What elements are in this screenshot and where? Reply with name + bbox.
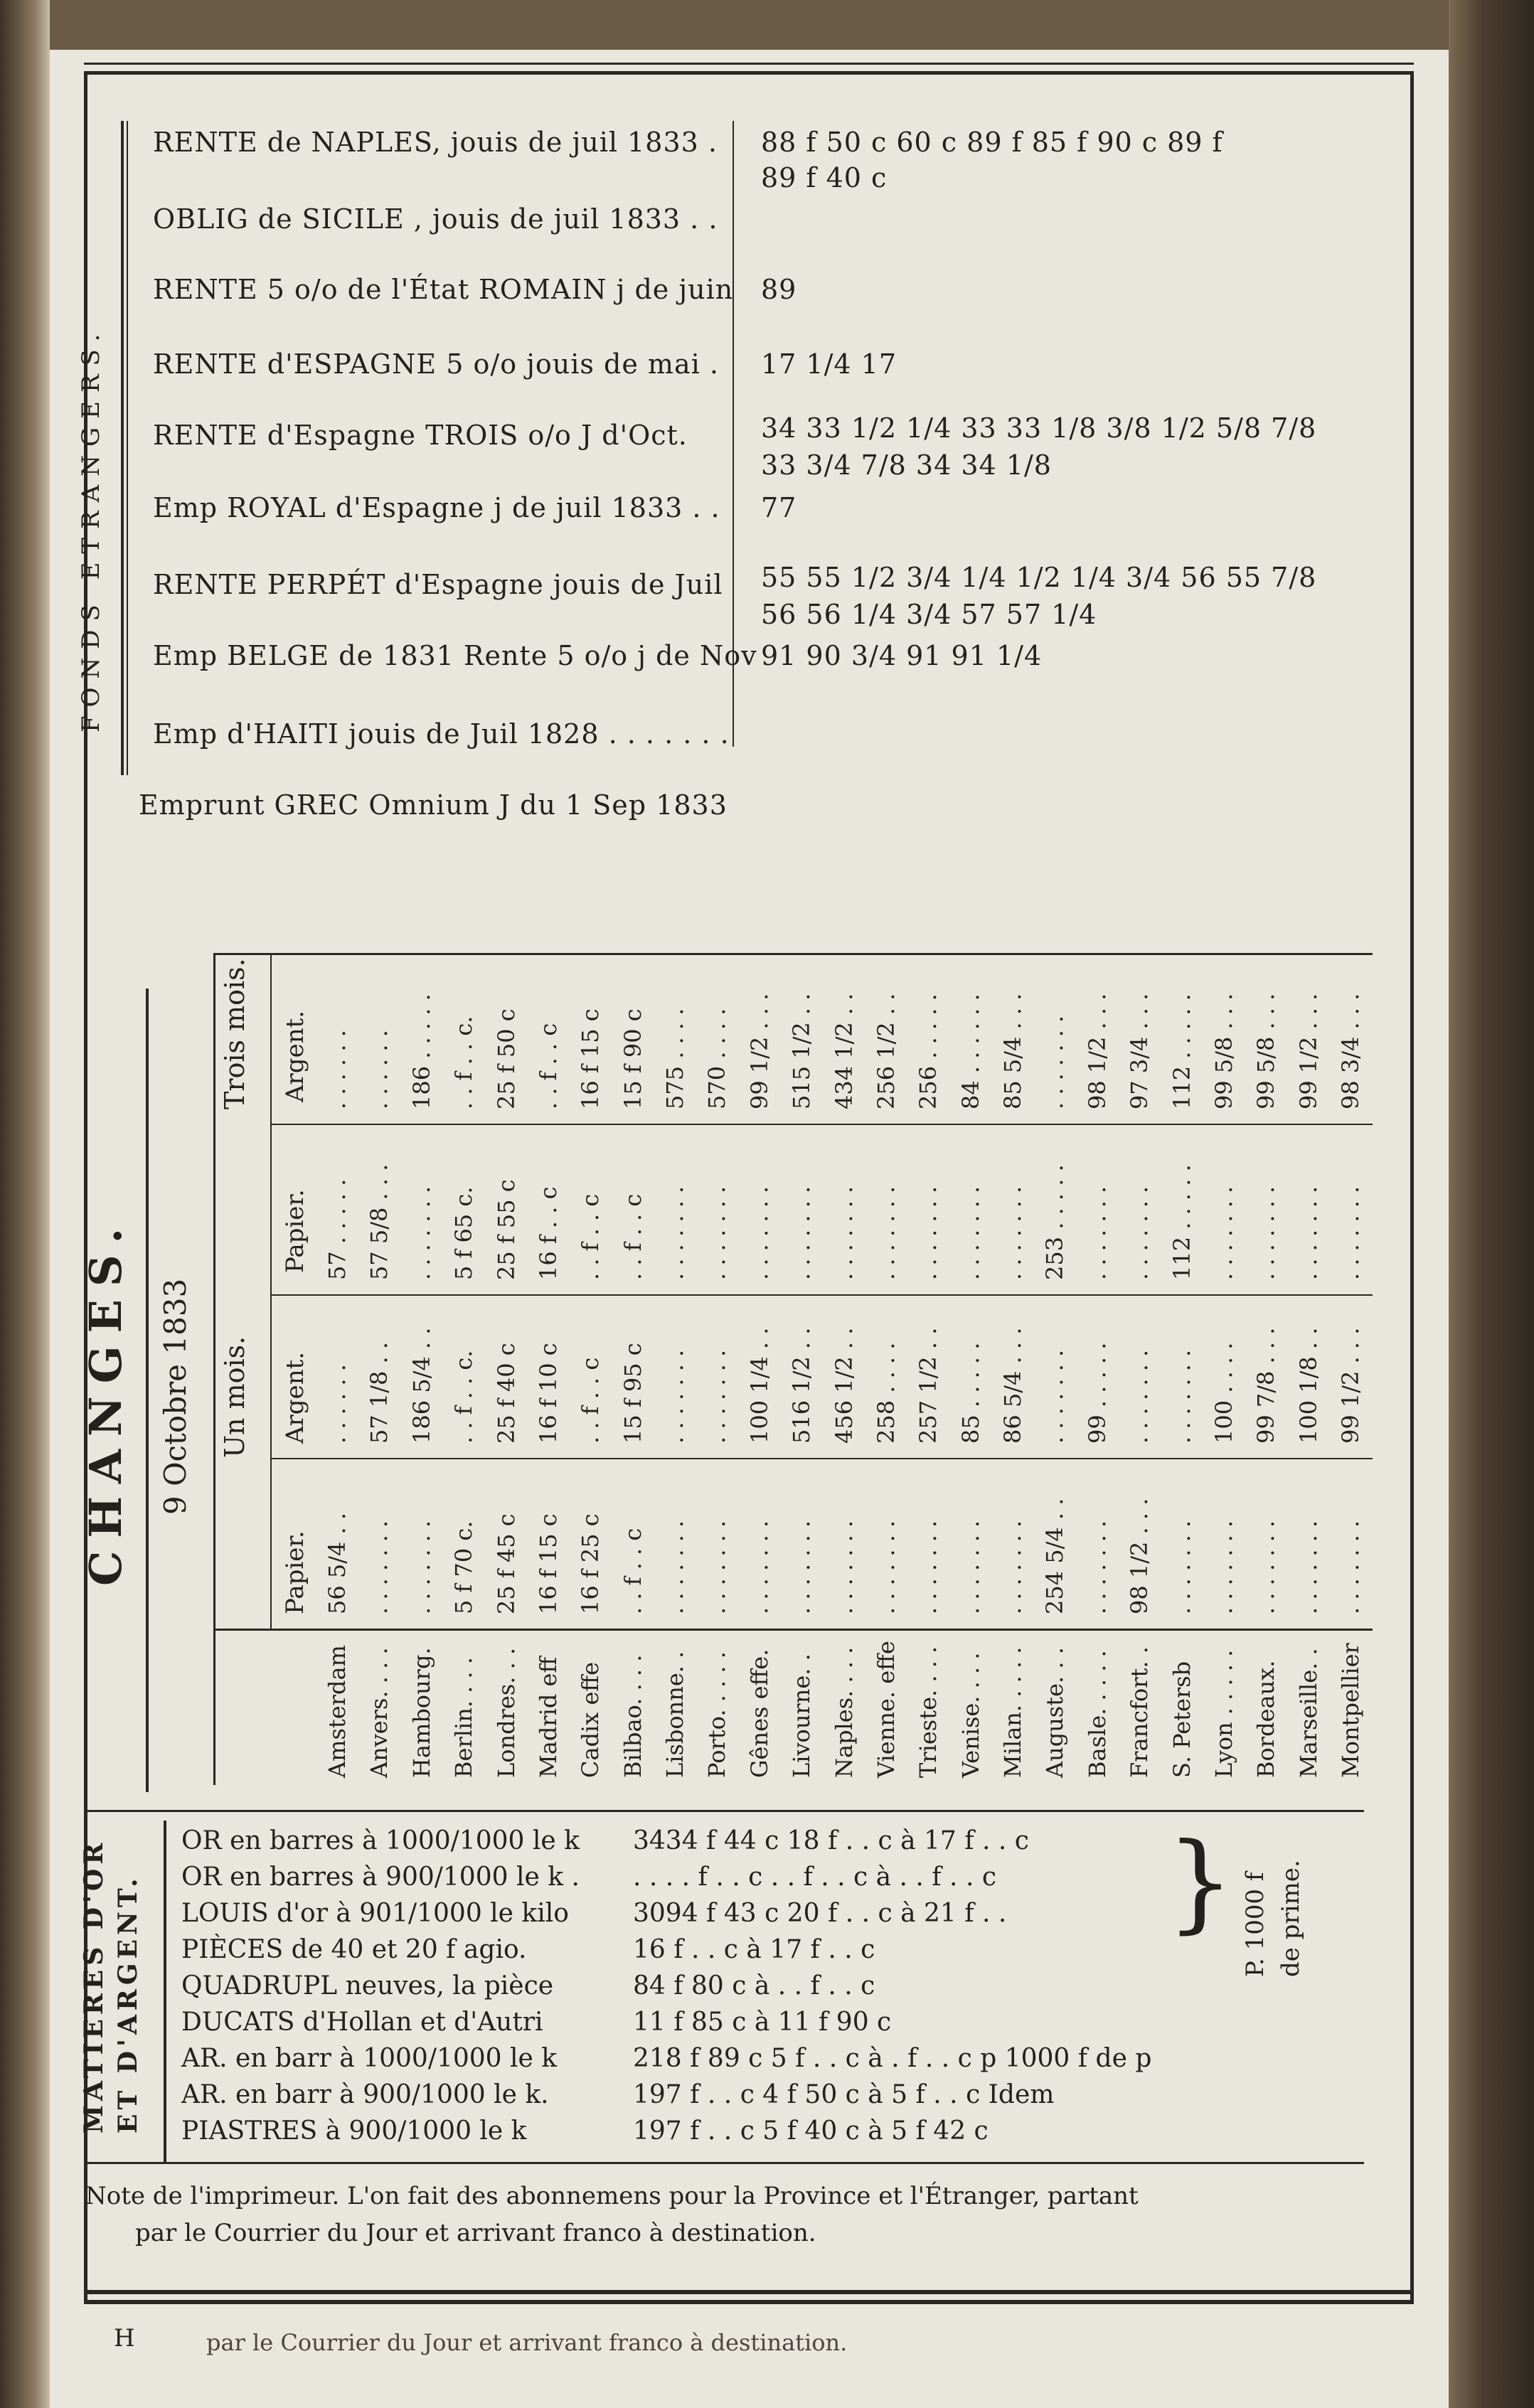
trois-argent-cell: . . . . . . . [1041,1015,1068,1109]
un-papier-cell: 16 f 15 c [535,1513,562,1614]
un-argent-cell: 456 1/2 . . [831,1327,858,1444]
city-name: Trieste. . . . [915,1646,942,1778]
fonds-row-values-cont: 33 3/4 7/8 34 34 1/8 [761,449,1052,481]
city-name: Lisbonne. . [661,1651,688,1778]
un-argent-cell: . . f . . c. [450,1350,477,1444]
un-papier-cell: . . . . . . . [408,1520,435,1614]
un-argent-cell: 16 f 10 c [535,1343,562,1444]
metaux-row-label: OR en barres à 900/1000 le k . [181,1863,580,1892]
city-name: Milan. . . . . [999,1646,1026,1778]
metaux-row-values: 3434 f 44 c 18 f . . c à 17 f . . c [633,1826,1029,1855]
un-papier-cell: 98 1/2 . . . [1126,1498,1153,1614]
trois-papier-cell: . . . . . . . [661,1186,688,1280]
fonds-row-values: 34 33 1/2 1/4 33 33 1/8 3/8 1/2 5/8 7/8 [761,412,1317,444]
un-papier-cell: . . . . . . . [661,1520,688,1614]
fonds-row-label: RENTE de NAPLES, jouis de juil 1833 . [153,127,718,158]
un-papier-cell: . . . . . . . [788,1520,815,1614]
un-argent-cell: 516 1/2 . . [788,1327,815,1444]
un-papier-cell: . . . . . . . [873,1520,900,1614]
un-argent-cell: 100 . . . . [1210,1342,1237,1444]
metaux-row-label: QUADRUPL neuves, la pièce [181,1971,554,2001]
metaux-row-values: 84 f 80 c à . . f . . c [633,1971,875,2001]
trois-argent-cell: 15 f 90 c [619,1008,646,1109]
metaux-row-label: PIÈCES de 40 et 20 f agio. [181,1935,527,1964]
un-papier-cell: . . . . . . . [915,1520,942,1614]
metaux-row-values: 218 f 89 c 5 f . . c à . f . . c p 1000 f de p [633,2044,1152,2073]
trois-argent-cell: 16 f 15 c [577,1008,604,1109]
bleed-through-text: par le Courrier du Jour et arrivant franco à destination. [206,2329,848,2356]
fonds-vertical-rule [121,121,124,775]
city-name: Gênes effe. [746,1648,773,1778]
bottom-thin-rule [84,2300,1414,2301]
trois-argent-cell: . . f . . c. [450,1016,477,1109]
fonds-row-label: Emprunt GREC Omnium J du 1 Sep 1833 [139,789,728,821]
fonds-row-values: 17 1/4 17 [761,348,898,380]
city-name: Londres. . . [493,1647,520,1778]
trois-argent-cell: 256 . . . . . [915,993,942,1109]
un-papier-cell: . . . . . . . [831,1520,858,1614]
trois-argent-cell: 186 . . . . . [408,993,435,1109]
trois-argent-cell: 98 3/4 . . . [1337,993,1364,1109]
metaux-row-label: OR en barres à 1000/1000 le k [181,1826,580,1855]
city-name: Madrid eff [535,1656,562,1778]
note-line-2: par le Courrier du Jour et arrivant franco à destination. [135,2219,816,2247]
metaux-row-label: PIASTRES à 900/1000 le k [181,2116,527,2146]
trois-argent-cell: 515 1/2 . . [788,993,815,1109]
un-argent-cell: . . . . . . . [1168,1349,1195,1444]
fonds-row-values: 91 90 3/4 91 91 1/4 [761,640,1043,671]
fonds-row-label: Emp ROYAL d'Espagne j de juil 1833 . . [153,492,720,523]
un-argent-cell: 258 . . . . [873,1342,900,1444]
trois-argent-cell: 256 1/2 . . [873,993,900,1109]
changes-inner-rule [270,953,272,1629]
changes-trois-sep [270,1124,1373,1125]
city-name: Montpellier [1337,1643,1364,1778]
trois-papier-cell: . . . . . . . [1337,1186,1364,1280]
trois-argent-cell: 112 . . . . . [1168,993,1195,1109]
group-trois-label: Trois mois. [219,958,250,1109]
book-edge [1449,0,1534,2408]
city-name: Cadix effe [577,1661,604,1778]
trois-papier-cell: . . . . . . . [408,1186,435,1280]
un-papier-cell: . . f . . c [619,1528,646,1614]
trois-argent-cell: . . . . . . [366,1030,393,1109]
un-papier-header: Papier. [281,1530,309,1614]
metaux-label-line-2: ET D'ARGENT. [113,1874,143,2133]
metaux-row-label: DUCATS d'Hollan et d'Autri [181,2008,543,2037]
metaux-vertical-rule [164,1821,166,2162]
metaux-section-label [77,1839,145,2133]
metaux-brace-note: P. 1000 f de prime. [1241,1860,1305,1977]
un-argent-cell: 257 1/2 . . [915,1327,942,1444]
fonds-row-label: RENTE PERPÉT d'Espagne jouis de Juil [153,569,723,600]
city-name: Marseille. . [1295,1648,1322,1778]
city-name: Porto. . . . . [703,1651,730,1778]
top-thin-rule [84,63,1414,65]
un-argent-cell: . . f . . c [577,1357,604,1444]
city-name: Anvers. . . . [366,1647,393,1778]
metaux-row-label: AR. en barr à 900/1000 le k. [181,2080,549,2109]
city-name: Hambourg. [408,1647,435,1778]
city-name: Naples. . . . [831,1646,858,1778]
trois-argent-cell: 98 1/2 . . . [1084,993,1111,1109]
trois-papier-cell: 16 f . . c [535,1186,562,1280]
un-papier-cell: . . . . . . . [1210,1520,1237,1614]
changes-section-label: CHANGES. [80,1215,132,1586]
fonds-row-values: 55 55 1/2 3/4 1/4 1/2 1/4 3/4 56 55 7/8 [761,562,1317,593]
un-papier-cell: 254 5/4 . . [1041,1498,1068,1614]
un-papier-cell: . . . . . . . [1084,1520,1111,1614]
trois-papier-cell: 5 f 65 c. [450,1186,477,1280]
fonds-row-label: RENTE 5 o/o de l'État ROMAIN j de juin [153,274,734,305]
trois-argent-cell: 570 . . . . [703,1008,730,1109]
trois-argent-cell: . . . . . . [324,1030,351,1109]
city-name: Basle. . . . . [1084,1650,1111,1778]
trois-papier-cell: . . . . . . . [957,1186,984,1280]
metaux-row-label: LOUIS d'or à 901/1000 le kilo [181,1899,569,1928]
metaux-row-values: 16 f . . c à 17 f . . c [633,1935,875,1964]
trois-argent-cell: 25 f 50 c [493,1008,520,1109]
un-argent-cell: 99 7/8 . . . [1252,1327,1279,1444]
trois-papier-cell: . . . . . . . [1210,1186,1237,1280]
changes-date-rule [146,989,149,1792]
trois-argent-cell: 575 . . . . [661,1008,688,1109]
fonds-vertical-rule-thin [127,121,128,775]
un-argent-cell: 85 . . . . . [957,1342,984,1444]
fonds-row-label: RENTE d'ESPAGNE 5 o/o jouis de mai . [153,348,719,380]
un-argent-cell: 86 5/4 . . . [999,1327,1026,1444]
un-argent-cell: 100 1/4 . . [746,1327,773,1444]
fonds-row-label: OBLIG de SICILE , jouis de juil 1833 . . [153,203,718,235]
city-name: Berlin. . . . [450,1656,477,1778]
changes-top-rule [213,953,1373,955]
note-line-1: Note de l'imprimeur. L'on fait des abonnemens pour la Province et l'Étranger, partant [85,2182,1139,2210]
trois-argent-cell: 99 1/2 . . . [746,993,773,1109]
metaux-row-values: 3094 f 43 c 20 f . . c à 21 f . . [633,1899,1007,1928]
trois-papier-cell: . . . . . . . [1084,1186,1111,1280]
un-papier-cell: . . . . . . . [366,1520,393,1614]
book-gutter [0,0,50,2408]
city-name: Venise. . . . [957,1652,984,1778]
city-name: Auguste. . . [1041,1647,1068,1778]
fonds-row-label: Emp d'HAITI jouis de Juil 1828 . . . . . . . [153,718,730,750]
trois-argent-cell: 99 1/2 . . . [1295,993,1322,1109]
city-name: Amsterdam [324,1645,351,1778]
metaux-row-values: 197 f . . c 5 f 40 c à 5 f 42 c [633,2116,989,2146]
un-papier-cell: . . . . . . . [703,1520,730,1614]
trois-papier-cell: . . . . . . . [1252,1186,1279,1280]
metaux-row-values: 197 f . . c 4 f 50 c à 5 f . . c Idem [633,2080,1055,2109]
changes-group-rule [213,953,215,1785]
trois-argent-cell: 434 1/2 . . [831,993,858,1109]
trois-argent-header: Argent. [281,1010,309,1102]
city-name: Lyon . . . . . [1210,1649,1237,1778]
un-argent-cell: . . . . . . [324,1364,351,1444]
trois-argent-cell: 99 5/8 . . . [1210,993,1237,1109]
un-argent-cell: 186 5/4 . . [408,1327,435,1444]
fonds-row-values: 77 [761,492,797,523]
metaux-brace: } [1166,1821,1235,1944]
fonds-row-values: 89 [761,274,797,305]
un-argent-cell: 99 . . . . . [1084,1342,1111,1444]
un-argent-cell: . . . . . . . [661,1349,688,1444]
un-papier-cell: . . . . . . . [1168,1520,1195,1614]
page-mark: H [114,2324,135,2353]
trois-papier-cell: . . . . . . . [999,1186,1026,1280]
un-papier-cell: . . . . . . . [1252,1520,1279,1614]
un-argent-cell: . . . . . . . [1126,1349,1153,1444]
trois-papier-cell: . . f . . c [619,1193,646,1280]
trois-papier-cell: 57 . . . . . [324,1178,351,1280]
fonds-row-values-cont: 89 f 40 c [761,162,888,193]
un-papier-cell: . . . . . . . [999,1520,1026,1614]
city-name: Francfort. . [1126,1646,1153,1778]
trois-papier-header: Papier. [281,1189,309,1273]
un-argent-cell: 25 f 40 c [493,1343,520,1444]
un-papier-cell: . . . . . . . [746,1520,773,1614]
city-name: Bordeaux. [1252,1660,1279,1778]
metaux-row-label: AR. en barr à 1000/1000 le k [181,2044,558,2073]
trois-papier-cell: . . f . . c [577,1193,604,1280]
city-name: S. Petersb [1168,1661,1195,1778]
trois-papier-cell: . . . . . . . [1295,1186,1322,1280]
trois-papier-cell: . . . . . . . [873,1186,900,1280]
metaux-row-values: 11 f 85 c à 11 f 90 c [633,2008,892,2037]
trois-papier-cell: 57 5/8 . . . [366,1163,393,1280]
un-papier-cell: 5 f 70 c. [450,1520,477,1614]
changes-date: 9 Octobre 1833 [158,1278,193,1515]
trois-argent-cell: . . f . . c [535,1023,562,1109]
changes-mid-rule [270,1294,1373,1296]
trois-papier-cell: . . . . . . . [1126,1186,1153,1280]
changes-un-sep [270,1458,1373,1459]
trois-papier-cell: . . . . . . . [703,1186,730,1280]
note-top-rule [84,2162,1364,2164]
un-papier-cell: 56 5/4 . . [324,1512,351,1614]
trois-papier-cell: 253 . . . . . [1041,1164,1068,1280]
trois-papier-cell: 25 f 55 c [493,1179,520,1280]
un-argent-cell: 100 1/8 . . [1295,1327,1322,1444]
fonds-row-label: RENTE d'Espagne TROIS o/o J d'Oct. [153,420,688,451]
un-argent-cell: 57 1/8 . . [366,1341,393,1444]
un-argent-cell: 99 1/2 . . . [1337,1327,1364,1444]
un-argent-cell: . . . . . . . [703,1349,730,1444]
un-argent-cell: . . . . . . . [1041,1349,1068,1444]
un-argent-header: Argent. [281,1351,309,1444]
group-un-label: Un mois. [219,1336,250,1458]
fonds-row-values: 88 f 50 c 60 c 89 f 85 f 90 c 89 f [761,127,1223,158]
city-name: Livourne. . [788,1653,815,1778]
city-name: Vienne. effe [873,1641,900,1778]
changes-bottom-rule [213,1629,1373,1631]
trois-argent-cell: 84 . . . . . . [957,993,984,1109]
un-papier-cell: . . . . . . . [1295,1520,1322,1614]
un-argent-cell: 15 f 95 c [619,1343,646,1444]
trois-papier-cell: . . . . . . . [746,1186,773,1280]
bottom-thick-rule [84,2290,1414,2294]
un-papier-cell: 25 f 45 c [493,1513,520,1614]
trois-papier-cell: 112 . . . . . [1168,1164,1195,1280]
fonds-row-values-cont: 56 56 1/4 3/4 57 57 1/4 [761,599,1097,630]
trois-papier-cell: . . . . . . . [788,1186,815,1280]
city-name: Bilbao. . . . [619,1654,646,1778]
un-papier-cell: . . . . . . . [957,1520,984,1614]
metaux-row-values: . . . . f . . c . . f . . c à . . f . . c [633,1863,996,1892]
metaux-top-rule [84,1810,1364,1812]
trois-argent-cell: 97 3/4 . . . [1126,993,1153,1109]
un-papier-cell: 16 f 25 c [577,1513,604,1614]
un-papier-cell: . . . . . . . [1337,1520,1364,1614]
fonds-section-label: FONDS ETRANGERS. [77,325,105,732]
trois-papier-cell: . . . . . . . [915,1186,942,1280]
trois-argent-cell: 85 5/4 . . . [999,993,1026,1109]
metaux-label-line-1: MATIERES D'OR [79,1838,109,2133]
trois-papier-cell: . . . . . . . [831,1186,858,1280]
trois-argent-cell: 99 5/8 . . . [1252,993,1279,1109]
fonds-row-label: Emp BELGE de 1831 Rente 5 o/o j de Nov [153,640,757,671]
